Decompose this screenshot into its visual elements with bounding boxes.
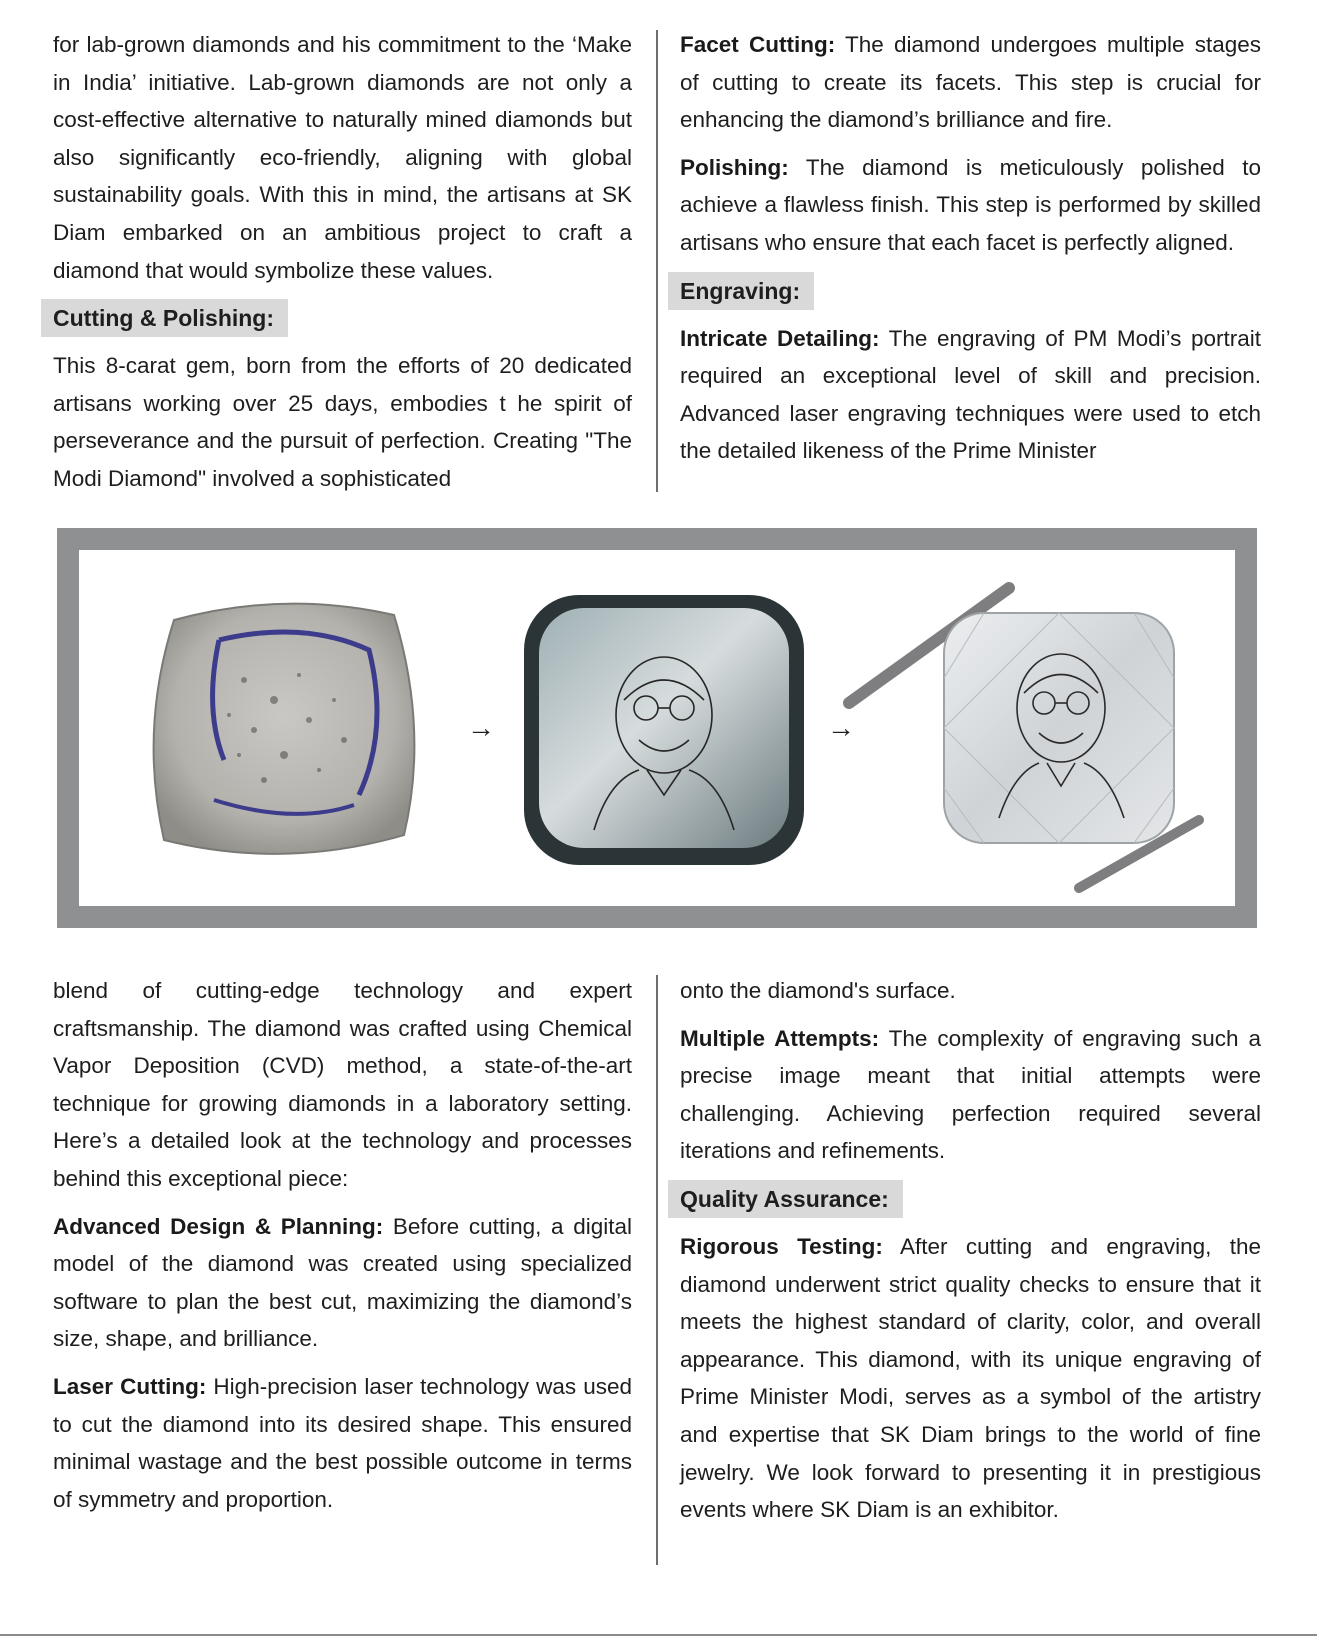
multiple-attempts-text: The complexity of engraving such a precise image meant that initial attempts were challenging. Achieving perfection required several iterations and refinements. bbox=[680, 1025, 1261, 1164]
polishing-label: Polishing: bbox=[680, 154, 789, 180]
rigorous-testing-text: After cutting and engraving, the diamond underwent strict quality checks to ensure that it meets the highest standard of clarity, color, and overall appearance. This diamond, with its unique engraving of Prime Minister Modi, serves as a symbol of the artistry and expertise that SK Diam brings to the world of fine jewelry. We look forward to presenting it in prestigious events where SK Diam is an exhibitor. bbox=[680, 1233, 1261, 1523]
facet-cutting-label: Facet Cutting: bbox=[680, 32, 836, 57]
quality-assurance-heading: Quality Assurance: bbox=[668, 1180, 903, 1218]
polishing-text: The diamond is meticulously polished to achieve a flawless finish. This step is performed by skilled artisans who ensure that each facet is perfectly aligned. bbox=[680, 154, 1261, 255]
surface-paragraph: onto the diamond's surface. bbox=[680, 978, 956, 1003]
rough-diamond-image bbox=[134, 580, 434, 880]
engraving-heading: Engraving: bbox=[668, 272, 814, 310]
detailing-label: Intricate Detailing: bbox=[680, 325, 880, 351]
facet-cutting-paragraph bbox=[680, 26, 1261, 139]
facet-cutting-text: The diamond undergoes multiple stages of cutting to create its facets. This step is crucial for enhancing the diamond’s brilliance and fire. bbox=[680, 32, 1261, 133]
multiple-attempts-label: Multiple Attempts: bbox=[680, 1025, 880, 1051]
laser-cutting-paragraph bbox=[53, 1368, 632, 1518]
column-divider-bottom bbox=[656, 975, 658, 1565]
technology-paragraph: blend of cutting-edge technology and expert craftsmanship. The diamond was crafted using Chemical Vapor Deposition (CVD) method, a state-of-the-art technique for growing diamonds in a laboratory setting. Here’s a detailed look at the technology and processes behind this exceptional piece: bbox=[53, 978, 632, 1191]
design-planning-label: Advanced Design & Planning: bbox=[53, 1213, 384, 1239]
top-right-column bbox=[680, 26, 1261, 480]
polishing-paragraph bbox=[680, 149, 1261, 262]
rigorous-testing-label: Rigorous Testing: bbox=[680, 1233, 883, 1259]
gem-paragraph: This 8-carat gem, born from the efforts of 20 dedicated artisans working over 25 days, embodies t he spirit of perseverance and the pursuit of perfection. Creating "The Modi Diamond" involved a sophisticated bbox=[53, 353, 632, 491]
bottom-right-column bbox=[680, 972, 1261, 1539]
top-left-column bbox=[53, 26, 632, 508]
bottom-left-column bbox=[53, 972, 632, 1528]
diamond-figure bbox=[79, 550, 1235, 906]
rigorous-testing-paragraph bbox=[680, 1228, 1261, 1529]
column-divider-top bbox=[656, 30, 658, 492]
design-planning-paragraph bbox=[53, 1208, 632, 1358]
diamond-figure-frame bbox=[57, 528, 1257, 928]
detailing-paragraph bbox=[680, 320, 1261, 470]
process-arrow-1: → bbox=[467, 712, 495, 743]
process-arrow-2: → bbox=[827, 712, 855, 743]
design-planning-text: Before cutting, a digital model of the diamond was created using specialized software to plan the best cut, maximizing the diamond’s size, shape, and brilliance. bbox=[53, 1213, 632, 1352]
intro-paragraph: for lab-grown diamonds and his commitment to the ‘Make in India’ initiative. Lab-grown diamonds are not only a cost-effective alternative to naturally mined diamonds but also significantly eco-friendly, aligning with global sustainability goals. With this in mind, the artisans at SK Diam embarked on an ambitious project to craft a diamond that would symbolize these values. bbox=[53, 32, 632, 283]
multiple-attempts-paragraph bbox=[680, 1020, 1261, 1170]
laser-cutting-text: High-precision laser technology was used to cut the diamond into its desired shape. This ensured minimal wastage and the best possible outcome in terms of symmetry and proportion. bbox=[53, 1373, 632, 1512]
laser-cutting-label: Laser Cutting: bbox=[53, 1373, 207, 1399]
page-bottom-rule bbox=[0, 1634, 1317, 1636]
detailing-text: The engraving of PM Modi’s portrait required an exceptional level of skill and precision. Advanced laser engraving techniques were used to etch the detailed likeness of the Prime Minister bbox=[680, 325, 1261, 464]
engraved-dark-diamond-image bbox=[519, 590, 809, 870]
finished-diamond-image bbox=[839, 558, 1219, 903]
cutting-polishing-heading: Cutting & Polishing: bbox=[41, 299, 288, 337]
